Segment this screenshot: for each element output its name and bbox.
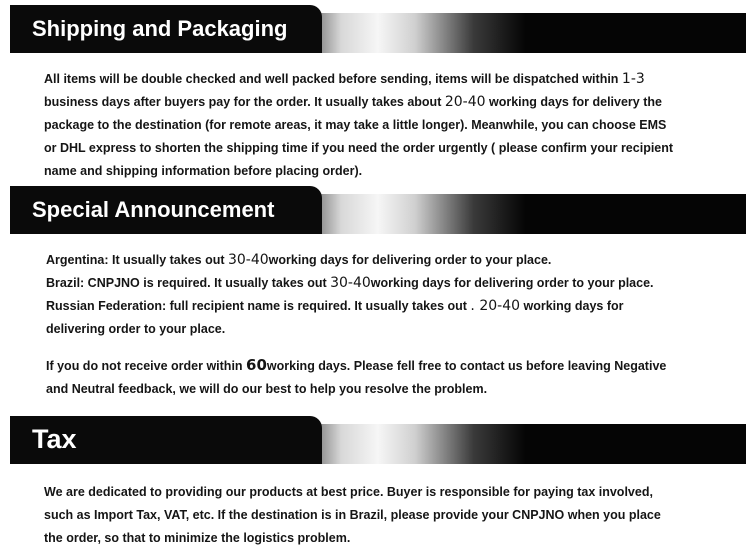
announcement-paragraph-1 [46, 249, 654, 341]
text-line: We are dedicated to providing our products at best price. Buyer is responsible for paying tax involved, [44, 485, 653, 499]
section-title: Shipping and Packaging [32, 16, 288, 41]
text-line: All items will be double checked and well packed before sending, items will be dispatched within 1-3 [44, 71, 645, 87]
section-title: Tax [32, 424, 77, 454]
text-line: If you do not receive order within 60working days. Please fell free to contact us before leaving Negative [46, 356, 667, 374]
text-line: Brazil: CNPJNO is required. It usually takes out 30-40working days for delivering order to your place. [46, 275, 654, 291]
section-header-announcement [10, 186, 746, 234]
text-line: package to the destination (for remote areas, it may take a little longer). Meanwhile, you can choose EMS [44, 118, 667, 132]
shipping-paragraph [44, 68, 673, 183]
section-title: Special Announcement [32, 197, 275, 222]
text-line: and Neutral feedback, we will do our best to help you resolve the problem. [46, 382, 488, 396]
announcement-paragraph-2 [46, 354, 666, 401]
text-line: or DHL express to shorten the shipping time if you need the order urgently ( please confirm your recipient [44, 141, 674, 155]
text-line: name and shipping information before placing order). [44, 164, 363, 178]
text-line: Argentina: It usually takes out 30-40working days for delivering order to your place. [46, 252, 552, 268]
text-line: such as Import Tax, VAT, etc. If the destination is in Brazil, please provide your CNPJNO when you place [44, 508, 661, 522]
text-line: Russian Federation: full recipient name is required. It usually takes out . 20-40 working days for [46, 298, 624, 314]
text-line: the order, so that to minimize the logistics problem. [44, 531, 351, 545]
section-header-tax [10, 416, 746, 464]
tax-paragraph [44, 481, 661, 550]
section-header-shipping [10, 5, 746, 53]
text-line: delivering order to your place. [46, 322, 226, 336]
text-line: business days after buyers pay for the order. It usually takes about 20-40 working days for delivery the [44, 94, 662, 110]
